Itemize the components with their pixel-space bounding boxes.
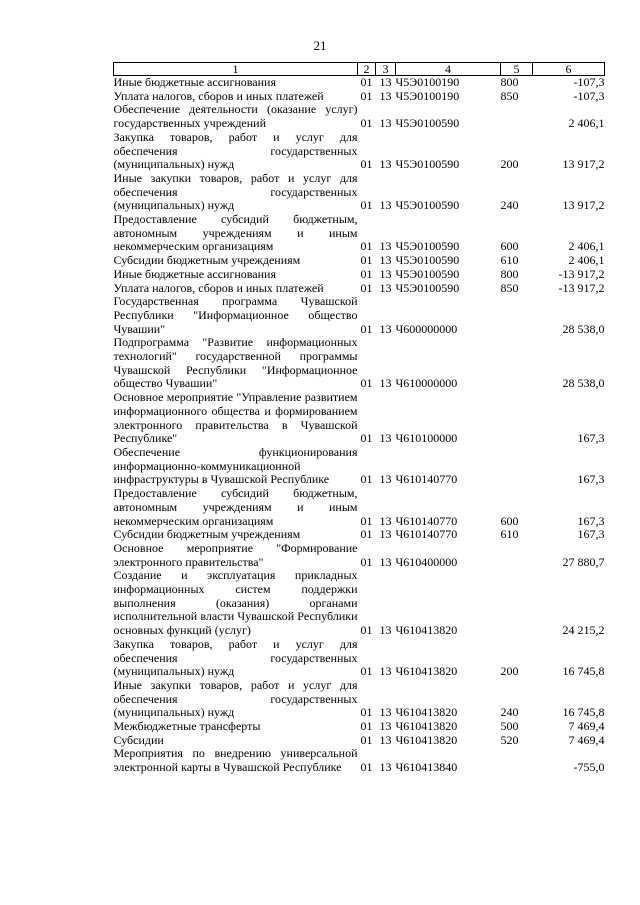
row-name: Субсидии бюджетным учреждениям <box>113 527 301 542</box>
row-amount: 7 469,4 <box>568 732 605 747</box>
row-target-article: Ч610140770 <box>395 513 458 528</box>
row-expense-type: 600 <box>500 239 519 254</box>
table-row <box>114 679 605 720</box>
row-target-article: Ч610400000 <box>395 554 458 569</box>
row-expense-type <box>501 569 533 638</box>
row-name: Основное мероприятие "Формирование электронного правительства" <box>113 540 358 569</box>
row-name: Предоставление субсидий бюджетным, автономным учреждениям и иным некоммерческим организациям <box>113 212 358 254</box>
row-section: 01 <box>360 472 373 487</box>
row-section: 01 <box>360 75 373 89</box>
row-section: 01 <box>360 719 373 734</box>
row-amount: 2 406,1 <box>568 239 605 254</box>
row-amount: 167,3 <box>577 513 605 528</box>
row-name: Субсидии <box>113 732 164 747</box>
row-name: Предоставление субсидий бюджетным, автономным учреждениям и иным некоммерческим организациям <box>113 486 358 528</box>
row-expense-type: 200 <box>500 664 519 679</box>
row-target-article: Ч610000000 <box>395 376 458 391</box>
column-header-target-article: 4 <box>396 63 501 76</box>
table-row <box>114 734 605 748</box>
table-header <box>114 63 605 76</box>
row-target-article: Ч5Э0100590 <box>395 239 460 254</box>
row-expense-type <box>501 747 533 774</box>
row-subsection: 13 <box>379 760 392 775</box>
row-target-article: Ч5Э0100590 <box>395 198 460 213</box>
row-amount: 2 406,1 <box>568 253 605 268</box>
table-row <box>114 76 605 90</box>
row-name: Уплата налогов, сборов и иных платежей <box>113 280 324 295</box>
table-row <box>114 268 605 282</box>
row-name: Государственная программа Чувашской Республики "Информационное общество Чувашии" <box>113 294 358 336</box>
row-subsection: 13 <box>379 513 392 528</box>
row-subsection: 13 <box>379 554 392 569</box>
column-header-name: 1 <box>114 63 358 76</box>
row-amount: 7 469,4 <box>568 719 605 734</box>
row-name: Межбюджетные трансферты <box>113 719 261 734</box>
row-expense-type: 800 <box>500 75 519 89</box>
row-expense-type: 800 <box>500 266 519 281</box>
table-row <box>114 528 605 542</box>
row-amount: -13 917,2 <box>558 280 605 295</box>
row-amount: 13 917,2 <box>562 198 605 213</box>
table-row <box>114 90 605 104</box>
row-amount: 27 880,7 <box>562 554 605 569</box>
row-name: Мероприятия по внедрению универсальной электронной карты в Чувашской Республике <box>113 746 358 775</box>
row-expense-type: 610 <box>500 527 519 542</box>
row-target-article: Ч600000000 <box>395 321 458 336</box>
row-subsection: 13 <box>379 239 392 254</box>
page-number: 21 <box>313 38 327 53</box>
row-section: 01 <box>360 239 373 254</box>
row-target-article: Ч610413820 <box>395 732 458 747</box>
budget-table <box>113 62 605 775</box>
row-target-article: Ч610140770 <box>395 527 458 542</box>
table-row <box>114 213 605 254</box>
row-target-article: Ч5Э0100590 <box>395 116 460 131</box>
row-name: Закупка товаров, работ и услуг для обеспечения государственных (муниципальных) нужд <box>113 636 358 679</box>
row-expense-type: 500 <box>500 719 519 734</box>
row-subsection: 13 <box>379 321 392 336</box>
row-section: 01 <box>360 321 373 336</box>
row-expense-type <box>501 391 533 446</box>
table-row <box>114 172 605 213</box>
row-subsection: 13 <box>379 157 392 172</box>
row-expense-type <box>501 542 533 569</box>
row-section: 01 <box>360 760 373 775</box>
row-amount: -107,3 <box>573 88 605 103</box>
row-subsection: 13 <box>379 705 392 720</box>
table-row <box>114 391 605 446</box>
column-header-amount: 6 <box>533 63 605 76</box>
row-amount: 16 745,8 <box>562 664 605 679</box>
column-header-section: 2 <box>358 63 376 76</box>
row-expense-type: 850 <box>500 280 519 295</box>
row-target-article: Ч5Э0100590 <box>395 266 460 281</box>
row-section: 01 <box>360 664 373 679</box>
row-subsection: 13 <box>379 527 392 542</box>
row-name: Уплата налогов, сборов и иных платежей <box>113 88 324 103</box>
row-subsection: 13 <box>379 472 392 487</box>
row-expense-type: 520 <box>500 732 519 747</box>
row-target-article: Ч610413820 <box>395 705 458 720</box>
row-subsection: 13 <box>379 198 392 213</box>
row-subsection: 13 <box>379 431 392 446</box>
table-row <box>114 131 605 172</box>
table-row <box>114 747 605 774</box>
row-section: 01 <box>360 253 373 268</box>
row-subsection: 13 <box>379 116 392 131</box>
row-name: Создание и эксплуатация прикладных информационных систем поддержки выполнения (оказания) органами исполнительной власти Чувашской Республики основных функций (услуг) <box>113 568 358 638</box>
row-amount: 167,3 <box>577 527 605 542</box>
row-name: Иные бюджетные ассигнования <box>113 75 276 89</box>
row-section: 01 <box>360 431 373 446</box>
row-name: Субсидии бюджетным учреждениям <box>113 253 301 268</box>
row-amount: 2 406,1 <box>568 116 605 131</box>
row-section: 01 <box>360 554 373 569</box>
row-expense-type <box>501 103 533 130</box>
row-target-article: Ч610140770 <box>395 472 458 487</box>
row-section: 01 <box>360 623 373 638</box>
row-name: Иные закупки товаров, работ и услуг для обеспечения государственных (муниципальных) нужд <box>113 170 358 213</box>
row-expense-type <box>501 336 533 391</box>
row-subsection: 13 <box>379 376 392 391</box>
row-target-article: Ч5Э0100590 <box>395 157 460 172</box>
row-expense-type <box>501 446 533 487</box>
row-target-article: Ч610413820 <box>395 719 458 734</box>
row-expense-type: 600 <box>500 513 519 528</box>
row-target-article: Ч610413820 <box>395 664 458 679</box>
row-name: Обеспечение функционирования информационно-коммуникационной инфраструктуры в Чувашской Республике <box>113 444 358 487</box>
row-name: Иные закупки товаров, работ и услуг для обеспечения государственных (муниципальных) нужд <box>113 677 358 720</box>
row-subsection: 13 <box>379 719 392 734</box>
table-row <box>114 103 605 130</box>
row-section: 01 <box>360 198 373 213</box>
row-amount: 167,3 <box>577 472 605 487</box>
row-amount: -107,3 <box>573 75 605 89</box>
row-target-article: Ч610100000 <box>395 431 458 446</box>
row-subsection: 13 <box>379 280 392 295</box>
row-subsection: 13 <box>379 664 392 679</box>
row-amount: -755,0 <box>573 760 605 775</box>
row-name: Закупка товаров, работ и услуг для обеспечения государственных (муниципальных) нужд <box>113 129 358 172</box>
row-subsection: 13 <box>379 266 392 281</box>
row-section: 01 <box>360 732 373 747</box>
table-row <box>114 295 605 336</box>
row-expense-type: 240 <box>500 198 519 213</box>
table-row <box>114 282 605 296</box>
table-row <box>114 720 605 734</box>
row-subsection: 13 <box>379 75 392 89</box>
row-name: Обеспечение деятельности (оказание услуг) государственных учреждений <box>113 102 358 131</box>
table-row <box>114 542 605 569</box>
row-name: Основное мероприятие "Управление развитием информационного общества и формированием электронного правительства в Чувашской Республике" <box>113 390 358 446</box>
table-row <box>114 569 605 638</box>
row-expense-type: 610 <box>500 253 519 268</box>
row-section: 01 <box>360 376 373 391</box>
row-name: Иные бюджетные ассигнования <box>113 266 276 281</box>
table-row <box>114 487 605 528</box>
row-section: 01 <box>360 280 373 295</box>
row-target-article: Ч610413840 <box>395 760 458 775</box>
row-target-article: Ч610413820 <box>395 623 458 638</box>
row-expense-type: 240 <box>500 705 519 720</box>
row-subsection: 13 <box>379 88 392 103</box>
row-subsection: 13 <box>379 732 392 747</box>
row-section: 01 <box>360 116 373 131</box>
table-body <box>114 76 605 775</box>
row-amount: 28 538,0 <box>562 376 605 391</box>
table-row <box>114 638 605 679</box>
row-name: Подпрограмма "Развитие информационных технологий" государственной программы Чувашской Республики "Информационное общество Чувашии" <box>113 335 358 391</box>
row-expense-type <box>501 295 533 336</box>
row-target-article: Ч5Э0100190 <box>395 75 460 89</box>
row-amount: -13 917,2 <box>558 266 605 281</box>
row-section: 01 <box>360 705 373 720</box>
column-header-subsection: 3 <box>376 63 396 76</box>
table-row <box>114 336 605 391</box>
table-row <box>114 254 605 268</box>
row-section: 01 <box>360 157 373 172</box>
row-expense-type: 850 <box>500 88 519 103</box>
table-row <box>114 446 605 487</box>
row-expense-type: 200 <box>500 157 519 172</box>
row-section: 01 <box>360 266 373 281</box>
row-section: 01 <box>360 527 373 542</box>
row-target-article: Ч5Э0100190 <box>395 88 460 103</box>
column-header-expense-type: 5 <box>501 63 533 76</box>
row-target-article: Ч5Э0100590 <box>395 253 460 268</box>
row-amount: 16 745,8 <box>562 705 605 720</box>
row-subsection: 13 <box>379 253 392 268</box>
row-amount: 13 917,2 <box>562 157 605 172</box>
row-amount: 167,3 <box>577 431 605 446</box>
row-section: 01 <box>360 513 373 528</box>
row-target-article: Ч5Э0100590 <box>395 280 460 295</box>
row-section: 01 <box>360 88 373 103</box>
row-amount: 24 215,2 <box>562 623 605 638</box>
row-amount: 28 538,0 <box>562 321 605 336</box>
row-subsection: 13 <box>379 623 392 638</box>
